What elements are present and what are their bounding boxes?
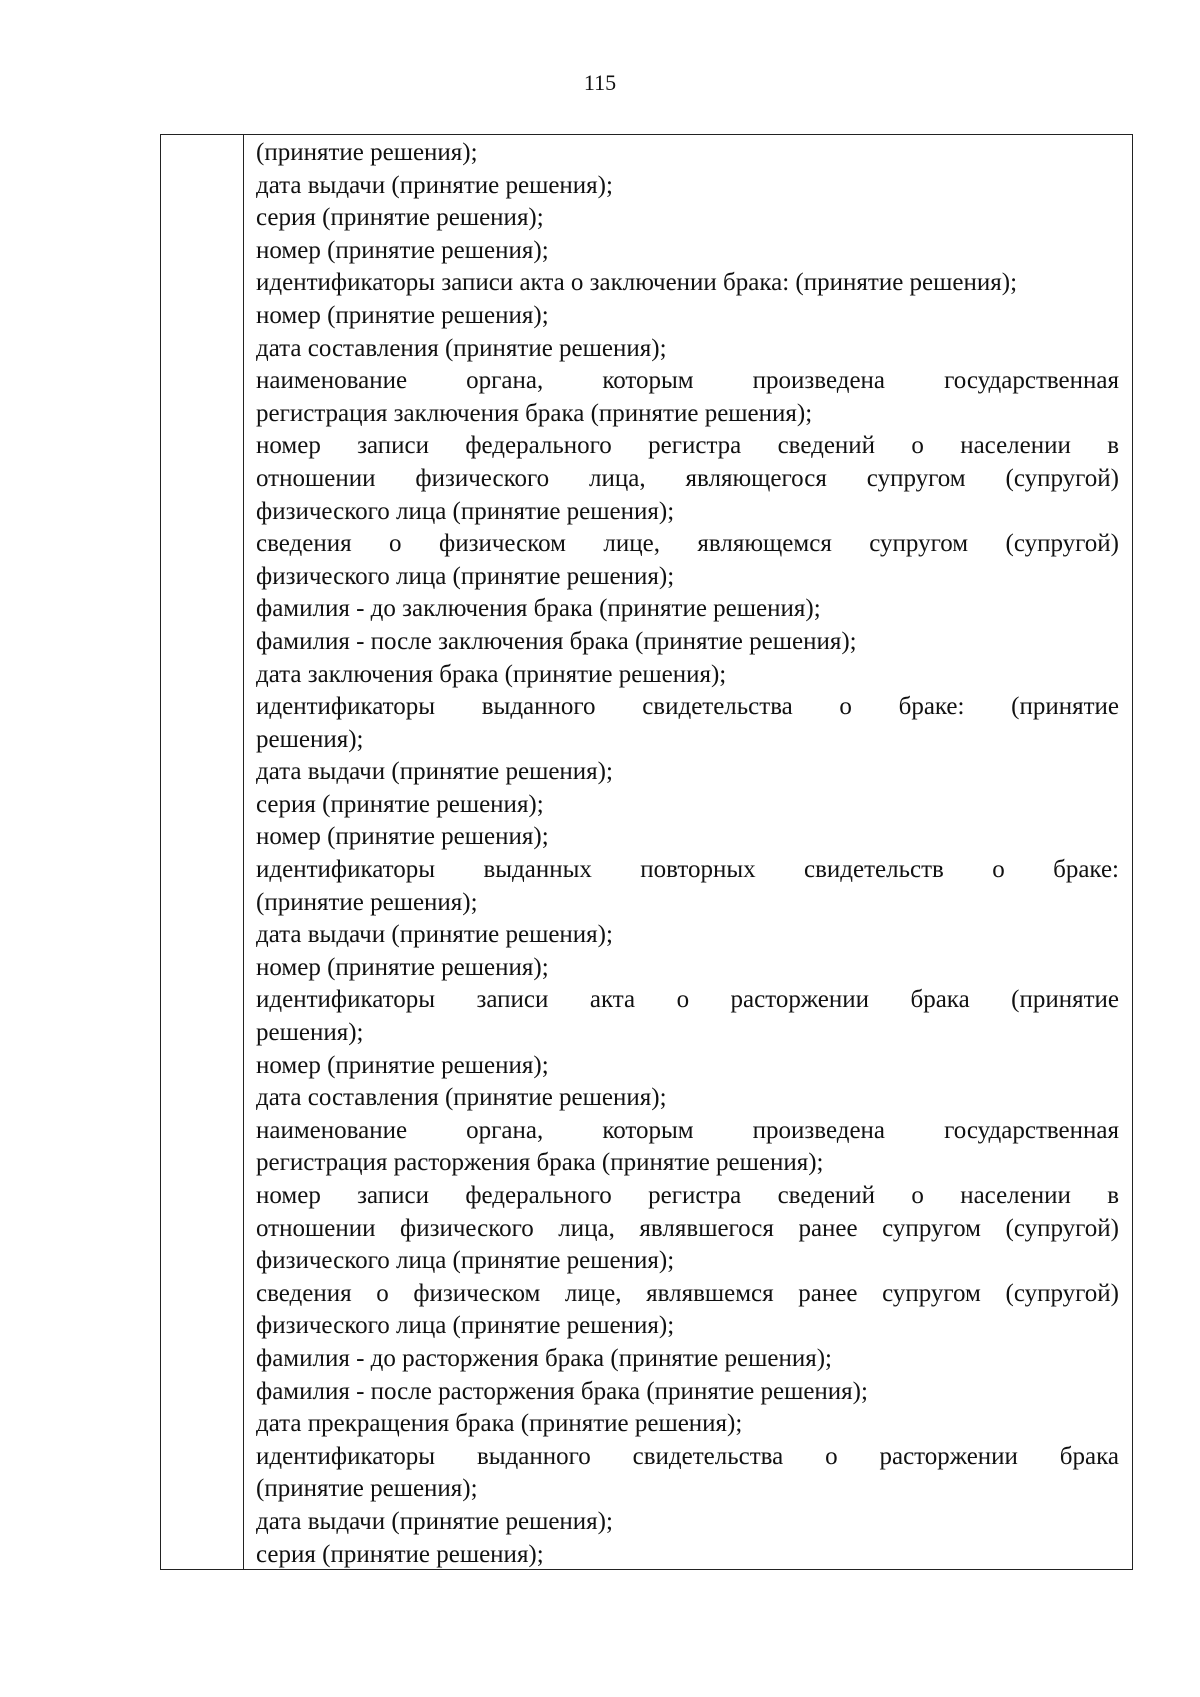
text-line: решения); (256, 725, 364, 753)
text-line: номер (принятие решения); (256, 1051, 549, 1079)
text-line: регистрация расторжения брака (принятие решения); (256, 1149, 824, 1177)
text-line: номер (принятие решения); (256, 953, 549, 981)
text-line: серия (принятие решения); (256, 1540, 544, 1568)
table-right-cell (256, 135, 1119, 1571)
text-line: фамилия - до заключения брака (принятие решения); (256, 595, 821, 623)
text-line: дата составления (принятие решения); (256, 1084, 667, 1112)
text-line: дата выдачи (принятие решения); (256, 171, 613, 199)
text-line: (принятие решения); (256, 139, 478, 166)
text-line: дата выдачи (принятие решения); (256, 758, 613, 786)
text-line: (принятие решения); (256, 1475, 478, 1503)
text-line: наименование органа, которым произведена государственная (256, 367, 1119, 395)
text-line: серия (принятие решения); (256, 790, 544, 818)
text-line: идентификаторы записи акта о заключении брака: (принятие решения); (256, 269, 1018, 297)
text-line: сведения о физическом лице, являвшемся ранее супругом (супругой) (256, 1279, 1119, 1307)
text-line: номер (принятие решения); (256, 823, 549, 851)
text-line: регистрация заключения брака (принятие решения); (256, 399, 813, 427)
text-line: идентификаторы выданного свидетельства о браке: (принятие (256, 693, 1119, 721)
text-line: номер записи федерального регистра сведений о населении в (256, 432, 1119, 460)
page-number: 115 (583, 70, 617, 95)
text-line: номер (принятие решения); (256, 236, 549, 264)
text-line: номер (принятие решения); (256, 301, 549, 329)
text-line: решения); (256, 1019, 364, 1047)
text-line: серия (принятие решения); (256, 204, 544, 232)
text-line: номер записи федерального регистра сведений о населении в (256, 1182, 1119, 1209)
text-line: сведения о физическом лице, являющемся супругом (супругой) (256, 530, 1119, 558)
text-line: наименование органа, которым произведена государственная (256, 1116, 1119, 1144)
text-line: дата составления (принятие решения); (256, 334, 667, 362)
text-line: идентификаторы выданных повторных свидетельств о браке: (256, 856, 1119, 884)
table-left-cell (161, 135, 244, 1569)
text-line: фамилия - до расторжения брака (принятие решения); (256, 1344, 832, 1372)
text-line: идентификаторы записи акта о расторжении брака (принятие (256, 986, 1119, 1014)
text-line: физического лица (принятие решения); (256, 562, 675, 590)
text-line: дата выдачи (принятие решения); (256, 921, 613, 949)
text-line: отношении физического лица, являвшегося ранее супругом (супругой) (256, 1214, 1119, 1242)
text-line: физического лица (принятие решения); (256, 1247, 675, 1275)
text-line: дата прекращения брака (принятие решения); (256, 1410, 743, 1438)
document-table (160, 134, 1133, 1570)
text-line: дата выдачи (принятие решения); (256, 1507, 613, 1535)
text-line: дата заключения брака (принятие решения); (256, 660, 727, 688)
text-line: идентификаторы выданного свидетельства о расторжении брака (256, 1442, 1119, 1470)
text-line: фамилия - после заключения брака (принятие решения); (256, 627, 857, 655)
text-line: физического лица (принятие решения); (256, 1312, 675, 1340)
text-line: фамилия - после расторжения брака (принятие решения); (256, 1377, 868, 1405)
text-line: физического лица (принятие решения); (256, 497, 675, 525)
text-line: (принятие решения); (256, 888, 478, 916)
text-line: отношении физического лица, являющегося супругом (супругой) (256, 464, 1119, 492)
